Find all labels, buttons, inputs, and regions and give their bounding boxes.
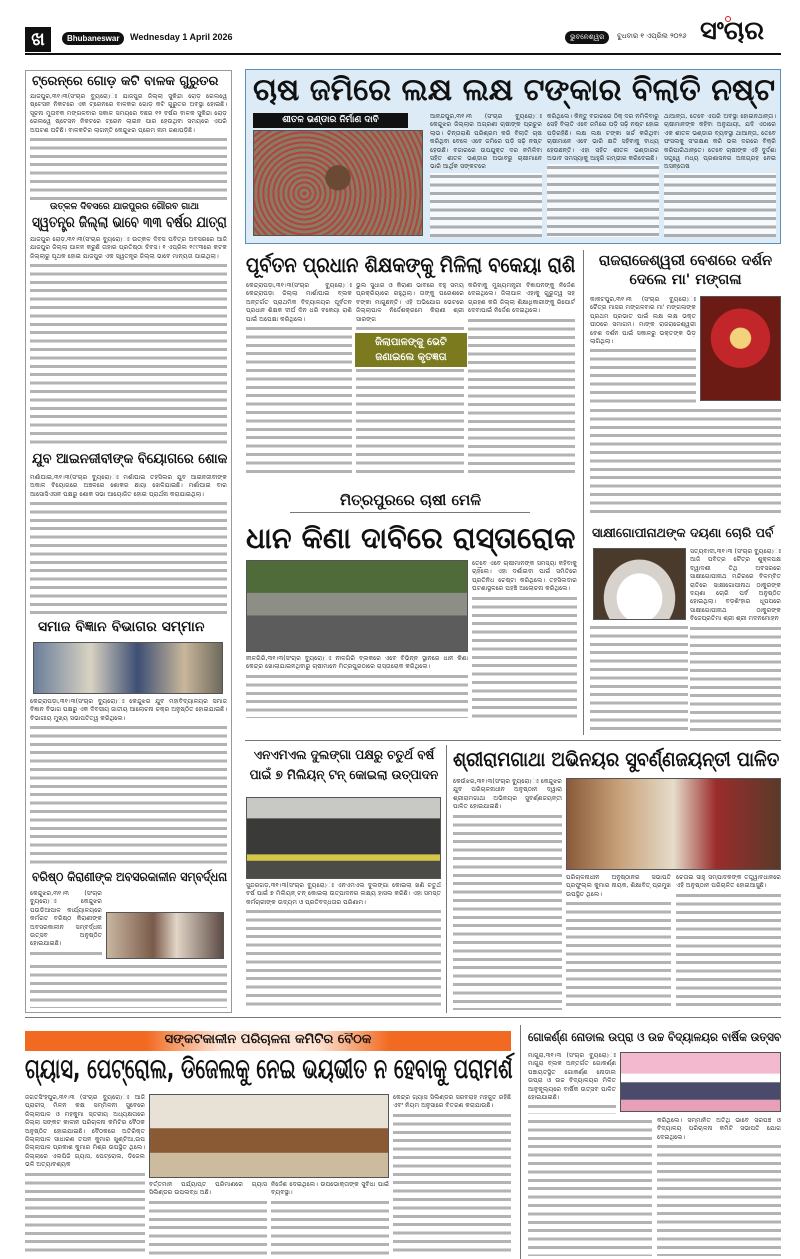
logo-dot-icon (725, 16, 731, 22)
column-rule (520, 1025, 521, 1259)
top-headline: ଚାଷ ଜମିରେ ଲକ୍ଷ ଲକ୍ଷ ଟଙ୍କାର ବିଲାତି ନଷ୍ଟ (253, 72, 776, 108)
page-rule (25, 1017, 781, 1018)
article-body: ପରିଚାଳନାଧୀନ ଅନୁଷ୍ଠାନର ସଭାପତି ପ୍ରଫୁଲ୍ଲ କୁମାର ନାୟକ, ଶିକ୍ଷାବିତ୍ ପ୍ରମୁଖ ଉପସ୍ଥିତ ଥିଲେ। (566, 874, 671, 1010)
subhead-label: ଶୀତଳ ଭଣ୍ଡାର ନିର୍ମାଣ ଦାବି (253, 113, 408, 128)
article-body: କେନ୍ଦ୍ରାପଡ଼ା,୩୧।୩(ସଂଚାର ବ୍ୟୁରୋ)ଃ କେନ୍ଦୁଝର ଯୁବ ମହାବିଦ୍ୟାଳୟର ସମାଜ ବିଜ୍ଞାନ ବିଭାଗ ପକ୍ଷରୁ ଏକ ଦିବସୀୟ ଜାତୀୟ ଆଲୋଚନା ଚକ୍ର ଅନୁଷ୍ଠିତ ହୋଇଯାଇଛି। ବିଭାଗୀୟ ମୁଖ୍ୟ ସଭାପତିତ୍ୱ କରିଥିଲେ। (30, 698, 227, 866)
meeting-photo (149, 1094, 389, 1178)
article-body: କେନ୍ଦ୍ର ଗ୍ୟାସ ସିଲିଣ୍ଡର ସରବରାହ ମହଜୁତ ରହିଛି ଏବଂ ନିୟମ ଅନୁସାରେ ବିତରଣ କରାଯାଉଛି। (393, 1094, 511, 1256)
farmers-protest-photo (246, 560, 468, 652)
article-body: କେନ୍ଦ୍ରାପଡ଼ା,୩୧।୩(ସଂଚାର ବ୍ୟୁରୋ)ଃ କେନ୍ଦ୍ରାପଡ଼ା ଜିଲ୍ଲା ମାର୍ଶାଘାଇ ବ୍ଲକ ଅନ୍ତର୍ଗତ ପ୍ରାଥମିକ ବିଦ୍ୟାଳୟର ପୂର୍ବତନ ପ୍ରଧାନ ଶିକ୍ଷକ ଦୀର୍ଘ ଦିନ ଧରି ବକେୟା ରାଶି ପାଇଁ ଅପେକ୍ଷା କରିଥିଲେ। (246, 282, 352, 478)
article-body: ଥାଆନ୍ତା, ତେବେ ଏପରି ଅବସ୍ଥା ହୋଇନଥାନ୍ତା। ଚାଷୀମାନଙ୍କ କହିବା ଅନୁଯାୟୀ, ଯଦି ଏଠାରେ ଏକ ଶୀତଳ ଭଣ୍ଡାର ବ୍ୟବସ୍ଥା ଥାଆନ୍ତା, ତେବେ ଫସଲକୁ ସଂରକ୍ଷଣ କରି ଭଲ ଦରରେ ବିକ୍ରି କରିପାରିଥାନ୍ତେ। ତେବେ ଚାଷୀଙ୍କ ଏହି ଦୁର୍ଦ୍ଦଶା ସତ୍ତ୍ୱେ ମଧ୍ୟ ପ୍ରଶାସନର ଅନାଗ୍ରହ ନେଇ ଅସନ୍ତୋଷ (664, 113, 776, 237)
article-body-fill (590, 623, 688, 732)
article-body: କେନ୍ଦୁଝର,୩୧।୩ (ସଂଚାର ବ୍ୟୁରୋ)ଃ କେନ୍ଦୁଝର ପଉଡିଆପାଳ କାର୍ଯ୍ୟାଳୟରେ କର୍ମରତ ବରିଷ୍ଠ କିରାଣୀଙ୍କ ଅବସରକାଳୀନ ସମ୍ବର୍ଦ୍ଧନା ଉତ୍ସବ ଅନୁଷ୍ଠିତ ହୋଇଯାଇଛି। (30, 890, 102, 960)
headline: ସାକ୍ଷୀଗୋପୀନାଥଙ୍କ ଦୟଣା ଚୋରି ପର୍ବ (592, 525, 774, 540)
ceremony-photo (566, 778, 781, 870)
headline: ଗ୍ୟାସ, ପେଟ୍ରୋଲ, ଡିଜେଲକୁ ନେଇ ଭୟଭୀତ ନ ହେବାକୁ ପରାମର୍ଶ (25, 1052, 513, 1085)
seminar-photo (33, 642, 223, 694)
column-rule (583, 250, 584, 735)
date: Wednesday 1 April 2026 (130, 32, 233, 42)
headline: ବରିଷ୍ଠ କିରାଣୀଙ୍କ ଅବସରକାଳୀନ ସମ୍ବର୍ଦ୍ଧନା (32, 869, 228, 884)
article-body: କରିବାକୁ ମୁଖ୍ୟମନ୍ତ୍ରୀ ବିଜ୍ଞାପନଙ୍କୁ ନିର୍ଦ୍ଦେଶ ଦେଇଥିଲେ। ଜିଲାପାଳ ଏହାକୁ ଗୁରୁତ୍ୱ ସହ ଗ୍ରହଣ କରି ଜିଲ୍ଲା ଶିକ୍ଷାଧିକାରୀଙ୍କୁ ରିପୋର୍ଟ ଦେବାପାଇଁ ନିର୍ଦ୍ଦେଶ ଦେଇଥିଲେ। (468, 282, 575, 478)
article-body: ନିର୍ଦ୍ଦେଶ ଦେଇଥିଲେ। ଉପଭୋକ୍ତାଙ୍କ ସୁବିଧା ପାଇଁ ବ୍ୟବସ୍ଥା। (271, 1181, 389, 1256)
headline: ପୂର୍ବତନ ପ୍ରଧାନ ଶିକ୍ଷକଙ୍କୁ ମିଳିଲା ବକେୟା ରାଶି (246, 253, 576, 277)
article-body: କାକଟପୁର,୩୧।୩ (ସଂଚାର ବ୍ୟୁରୋ)ଃ ଚୈତ୍ର ମାସର ମଙ୍ଗଳବାର ମା' ମଙ୍ଗଳାଙ୍କ ପ୍ରଥମ ପ୍ରଭାତ ପାଇଁ ଲକ୍ଷ ଲକ୍ଷ ଭକ୍ତ ପୀଠରେ ସମାଗମ। ମାଙ୍କ ରାଜରାଜେଶ୍ୱରୀ ବେଶ ଦର୍ଶନ ପାଇଁ ସକାଳରୁ ଭକ୍ତଙ୍କ ଭିଡ଼ ଲାଗିଥିଲା। (590, 296, 696, 404)
headline: ଶ୍ରୀରାମଗାଥା ଅଭିନୟର ସୁବର୍ଣ୍ଣଜୟନ୍ତୀ ପାଳିତ (453, 747, 780, 771)
headline: ସମାଜ ବିଜ୍ଞାନ ବିଭାଗର ସମ୍ମାନ (38, 619, 205, 635)
article-body: ଭୁଲ ସୁଧାର ଓ କିରାଣୀ ଭାବରେ ବହୁ ସମୟ ପ୍ରକ୍ରିୟାରେ ରହୁଥିଲା। ତାଙ୍କୁ ପରେଶରେ ବଙ୍କା ମାଗୁଛନ୍ତି। ଏହି ଅଭିଯୋଗ ଭେଟରେ ଜିଲ୍ଲାପାଳ ନିର୍ଦ୍ଦେଶକ୍ରମେ କିରାଣୀ ଶ୍ରୀ ସାରଙ୍ଗ (356, 282, 464, 478)
section-rule (245, 740, 781, 741)
article-body: ନୀଳଗିରି,୩୧।୩(ସଂଚାର ବ୍ୟୁରୋ)ଃ ନୀଳଗିରି ବ୍ଲକରେ ଏବେ ବିଭିନ୍ନ ସ୍ଥାନରେ ଧାନ କିଣା କେନ୍ଦ୍ର ଖୋଲାଯାଇନଥିବାରୁ ଚାଷୀମାନେ ମିତ୍ରପୁରଠାରେ ରାସ୍ତାରୋକ କରିଥିଲେ। (246, 655, 468, 718)
article-body: ଜଗତସିଂହପୁର,୩୧।୩ (ସଂଚାର ବ୍ୟୁରୋ)ଃ ଆଜି ପ୍ରାଚୀସ୍ ମିଳନ କକ୍ଷ ସମ୍ମିଳନୀ ସୁବେରେ ଜିଲ୍ଲାପାଳ ଓ ମହକୁମା ସ୍ତରୀୟ ଅଧ୍ୟକ୍ଷତାରେ ଜିଲ୍ଲା ସଙ୍କଟ କାଳୀନ ପରିଚାଳନା କମିଟିର ବୈଠକ ଅନୁଷ୍ଠିତ ହୋଇଯାଇଛି। ବୈଠକରେ ଅତିରିକ୍ତ ଜିଲ୍ଲାପାଳ ସାଧାରଣ ତପନ କୁମାର ଖୁଣ୍ଟିଆ,ଉପ ଜିଲ୍ଲାପାଳ ପ୍ରକାଶ କୁମାର ମିଶ୍ର ଉପସ୍ଥିତ ଥିଲେ। ଜିଲ୍ଲାରେ ଏଲପିଜି ଗ୍ୟାସ, ପେଟ୍ରୋଲ, ଡିଜେଲ ଭଳି ଅତ୍ୟାବଶ୍ୟକ (25, 1094, 145, 1256)
article-body-fill (30, 962, 227, 1008)
headline: ଗୋକର୍ଣ୍ଣ ନୋଡାଲ ଉପ୍ରା ଓ ଉଚ୍ଚ ବିଦ୍ୟାଳୟର ବାର୍ଷିକ ଉତ୍ସବ (528, 1030, 782, 1044)
headline: ସ୍ୱତନ୍ତ୍ର ଜିଲ୍ଲା ଭାବେ ୩୩ ବର୍ଷର ଯାତ୍ରା (32, 213, 227, 231)
masthead-logo: ସଂଚାର (700, 16, 765, 46)
tomato-field-photo (253, 130, 423, 236)
school-event-photo (620, 1052, 781, 1112)
kicker-rule (290, 512, 530, 513)
article-body: ଯାଜପୁର ରୋଡ଼,୩୧।୩(ସଂଚାର ବ୍ୟୁରୋ)ଃ ଉତ୍କଳ ଦିବସ ପବିତ୍ର ଅବସରରେ ଆଜି ଯାଜପୁର ଜିଲ୍ଲା ପାଳନ କରୁଛି ତାହାର ପ୍ରତିଷ୍ଠା ଦିବସ। ୧ ଏପ୍ରିଲ ୧୯୯୩ରେ କଟକ ଜିଲ୍ଲାରୁ ପୃଥକ ହୋଇ ଯାଜପୁର ଏକ ସ୍ୱତନ୍ତ୍ର ଜିଲ୍ଲା ଭାବେ ମାନ୍ୟତା ପାଇଥିଲା। (30, 236, 227, 446)
date-odia: ବୁଧବାର ୧ ଏପ୍ରିଲ ୨୦୨୬ (617, 32, 687, 40)
coal-mine-photo (246, 797, 441, 879)
article-body: ମର୍ଶାଘାଇ,୩୧।୩(ସଂଚାର ବ୍ୟୁରୋ)ଃ ମର୍ଶାଘାଇ ତହସିଲର ଯୁବ ଆଇନଜୀବୀଙ୍କ ଅକାଳ ବିୟୋଗରେ ଅଞ୍ଚଳରେ ଶୋକର ଛାୟା ଖେଳିଯାଇଛି। ମର୍ଶାଘାଇ ବାର ଆସୋସିଏସନ ପକ୍ଷରୁ ଶୋକ ସଭା ଆୟୋଜିତ ହୋଇ ପ୍ରାର୍ଥନା କରାଯାଇଥିଲା। (30, 474, 227, 614)
edition-badge-odia: ଭୁବନେଶ୍ୱର (565, 31, 609, 44)
article-body-fill (590, 406, 781, 518)
article-body: ଯାଜପୁର,୩୧।୩(ସଂଚାର ବ୍ୟୁରୋ)ଃ ଯାଜପୁର ଜିଲ୍ଲା ସୁକିନ୍ଦା ରୋଡ଼ ରେଲୱେ ଷ୍ଟେସନ ନିକଟରେ ଏକ ଟ୍ରେନରେ ବାଳକର ଗୋଡ଼ କଟି ଗୁରୁତର ଅବସ୍ଥା ହୋଇଛି। ସୂଚନା ମୁତାବକ ମଙ୍ଗଳବାର ସକାଳ ସମୟରେ ବଛର ୧୨ ବର୍ଷର ବାଳକ ସୁକିନ୍ଦା ରୋଡ଼ ରେଲୱେ ଷ୍ଟେସନ ନିକଟରେ ଟ୍ରେନ ଲାଇନ ପାର ହେଉଥିବା ସମୟରେ ଏପରି ଅଘଟଣ ଘଟିଛି। ବାଳକଟିର ଲାଗନ୍ତି କେନ୍ଦୁଝର ପ୍ରେମ ନାମ ଜଣାପଡ଼ିଛି। (30, 93, 227, 201)
header-rule (25, 53, 781, 55)
article-body: ମାଗୁରା,୩୧।୩ (ସଂଚାର ବ୍ୟୁରୋ)ଃ ମାଗୁରା ବ୍ଲକ ଅନ୍ତର୍ଗତ ଗୋକର୍ଣ୍ଣ ପଞ୍ଚାୟତସ୍ଥିତ ଗୋକର୍ଣ୍ଣ ନୋଡାଲ ଉପ୍ରା ଓ ଉଚ୍ଚ ବିଦ୍ୟାଳୟର ମିଳିତ ଆନୁକୂଲ୍ୟରେ ବାର୍ଷିକ ଉତ୍ସବ ପାଳିତ ହୋଇଯାଇଛି। (528, 1052, 616, 1114)
headline: ଯୁବ ଆଇନଜୀବୀଙ୍କ ବିୟୋଗରେ ଶୋକ (32, 451, 228, 467)
felicitation-photo (106, 912, 224, 959)
goddess-photo (700, 296, 781, 401)
kicker: ମିତ୍ରପୁରରେ ଚାଷୀ ମେଳି (339, 491, 482, 509)
article-body: ସୁନ୍ଦରଗଡ଼,୩୧।୩(ସଂଚାର ବ୍ୟୁରୋ)ଃ ଏନଏମଏଲ ଦୁଲଙ୍ଗା କୋଇଲା ଖଣି ଚତୁର୍ଥ ବର୍ଷ ପାଇଁ ୭ ମିଲିୟନ୍ ଟନ୍ କୋଇଲା ଉତ୍ପାଦନର ଲକ୍ଷ୍ୟ ହାସଲ କରିଛି। ଏହା ସମସ୍ତ କର୍ମଚାରୀଙ୍କ ଉଦ୍ୟମ ଓ ପ୍ରତିବଦ୍ଧତାର ପରିଣାମ। (246, 882, 441, 1010)
kicker: ସଙ୍କଟକାଳୀନ ପରିଚାଳନା କମିଟିର ବୈଠକ (164, 1033, 372, 1047)
edition-badge: Bhubaneswar (62, 32, 124, 45)
column-rule (446, 745, 447, 1013)
headline: ଧାନ କିଣା ଦାବିରେ ରାସ୍ତାରୋକ (246, 521, 576, 555)
article-body: କରିଥିଲେ। ସମ୍ମାନିତ ଅତିଥି ଭାବେ ସରପଞ୍ଚ ଓ ବିଦ୍ୟାଳୟ ପରିଚାଳନା କମିଟି ସଭାପତି ଯୋଗ ଦେଇଥିଲେ। (657, 1117, 781, 1256)
article-body: ଆନନ୍ଦପୁର,୩୧।୩ (ସଂଚାର ବ୍ୟୁରୋ)ଃ କେନ୍ଦୁଝର ଜିଲ୍ଲାର ଅଗ୍ରଣୀ ଚାଷୀଙ୍କ ପ୍ରଚୁର ଲାଭ। ଚିନ୍ତାରାଶି ପରିଶ୍ରମ କରି ବିଲାତି ଚାଷ କରିଥିବା ବେଳେ ଏବେ ଜମିରେ ପଡ଼ି ସଢ଼ି ନଷ୍ଟ ହେଉଛି। ବଜାରରେ ଉପଯୁକ୍ତ ଦର ନମିଳିବା ସହିତ ଶୀତଳ ଭଣ୍ଡାର ଅଭାବରୁ ଚାଷୀମାନେ ଭାରି ଆର୍ଥିକ ସଙ୍କଟରେ (430, 113, 542, 237)
article-body: କରିଥିଲେ। କିନ୍ତୁ ବଜାରରେ ଠିକ୍ ଦର ନମିଳିବାରୁ ସେହି ବିଲାତି ଏବେ ଜମିରେ ପଡ଼ି ସଢ଼ି ନଷ୍ଟ ହୋଇ ପଡ଼ିରହିଛି। ଲକ୍ଷ ଲକ୍ଷ ଟଙ୍କା ଖର୍ଚ୍ଚ କରିଥିବା ଚାଷୀମାନେ ଏବେ ଭାରି କ୍ଷତି ସହିବାକୁ ବାଧ୍ୟ ହେଉଛନ୍ତି। ଏହା ସହିତ ଶୀତଳ ଭଣ୍ଡାରର ଅଭାବ ସମସ୍ୟାକୁ ଆହୁରି ଗମ୍ଭୀର କରିଦେଇଛି। (547, 113, 659, 237)
callout-box: ଜିଲାପାଳଙ୍କୁ ଭେଟି ଜଣାଇଲେ କୃତଜ୍ଞତା (355, 333, 467, 367)
kicker: ଉତ୍କଳ ଦିବସରେ ଯାଜପୁରର ଗୌରବ ଗାଥା (50, 202, 199, 212)
headline: ଏନଏମଏଲ ଦୁଲଙ୍ଗା ପକ୍ଷରୁ ଚତୁର୍ଥ ବର୍ଷ ପାଇଁ ୭ ମିଲିୟନ୍ ଟନ୍ କୋଇଲା ଉତ୍ପାଦନ (246, 746, 442, 786)
headline: ରାଜରାଜେଶ୍ୱରୀ ବେଶରେ ଦର୍ଶନ ଦେଲେ ମା' ମଙ୍ଗଳା (598, 253, 773, 288)
headline: ଟ୍ରେନ୍‌ରେ ଗୋଡ଼ କଟି ବାଳକ ଗୁରୁତର (32, 74, 219, 89)
article-body: କେଉଁଝର,୩୧।୩(ସଂଚାର ବ୍ୟୁରୋ)ଃ କେନ୍ଦୁଝର ଯୁବ ପରିଚାଳନାଧୀନ ଅନୁଷ୍ଠାନ ଦ୍ୱାରା ଶ୍ରୀରାମଗାଥା ଅଭିନୟର ସୁବର୍ଣ୍ଣଜୟନ୍ତୀ ପାଳିତ ହୋଇଯାଇଛି। (453, 778, 562, 1010)
article-body-fill (528, 1117, 652, 1256)
article-body: ଚେତାଇ ସାହୁ ସମ୍ପାଦକଙ୍କ ତତ୍ତ୍ୱାବଧାନରେ ଏହି ଅନୁଷ୍ଠାନ ପରିଚାଳିତ ହୋଇଆସୁଛି। (676, 874, 781, 1010)
article-body: ବର୍ତ୍ତମାନ ପର୍ଯ୍ୟାପ୍ତ ପରିମାଣରେ ଗ୍ୟାସ ସିଲିଣ୍ଡର ଉପଲବ୍ଧ ଅଛି। (149, 1181, 267, 1256)
page-folio: ଖ (25, 27, 51, 52)
article-body: ତେବେ ଏବେ ଚାଷୀମାନଙ୍କ ସମସ୍ୟା କହିବାକୁ ଚାହିଁଲେ। ଏହା ଦର୍ଶାଇବା ପାଇଁ ସମିତିରେ ପ୍ରତିନିଧ ଚେଷ୍ଟା କରିଥିଲେ। ତହସିଲଦାର ଘଟଣାସ୍ଥଳରେ ପହଞ୍ଚି ଆଲୋଚନା କରିଥିଲେ। (472, 560, 577, 718)
temple-photo (593, 548, 686, 620)
article-body: ସତ୍ୟବାଦୀ,୩୧।୩ (ସଂଚାର ବ୍ୟୁରୋ)ଃ ଆଜି ପବିତ୍ର ଚୈତ୍ର ଶୁକ୍ଳପକ୍ଷ ଦ୍ୱାଦଶୀ ତିଥି ଅବସରରେ ସାକ୍ଷୀଗୋପୀନାଥ ମନ୍ଦିରରେ ବିଳମ୍ବିତ ରାତିରେ ସାକ୍ଷୀଗୋପୀନାଥ ଠାକୁରଙ୍କ ଦୟଣା ଚୋରି ପର୍ବ ଅନୁଷ୍ଠିତ ହୋଇଥିଲା। ବଡ଼ଶିଂହାର ଧୂପପରେ ସାକ୍ଷୀଗୋପୀନାଥ ଠାକୁରଙ୍କ ବିଜେପ୍ରତିମା ଶ୍ରୀ ଶ୍ରୀ ମଦନମୋହନ (690, 548, 781, 732)
